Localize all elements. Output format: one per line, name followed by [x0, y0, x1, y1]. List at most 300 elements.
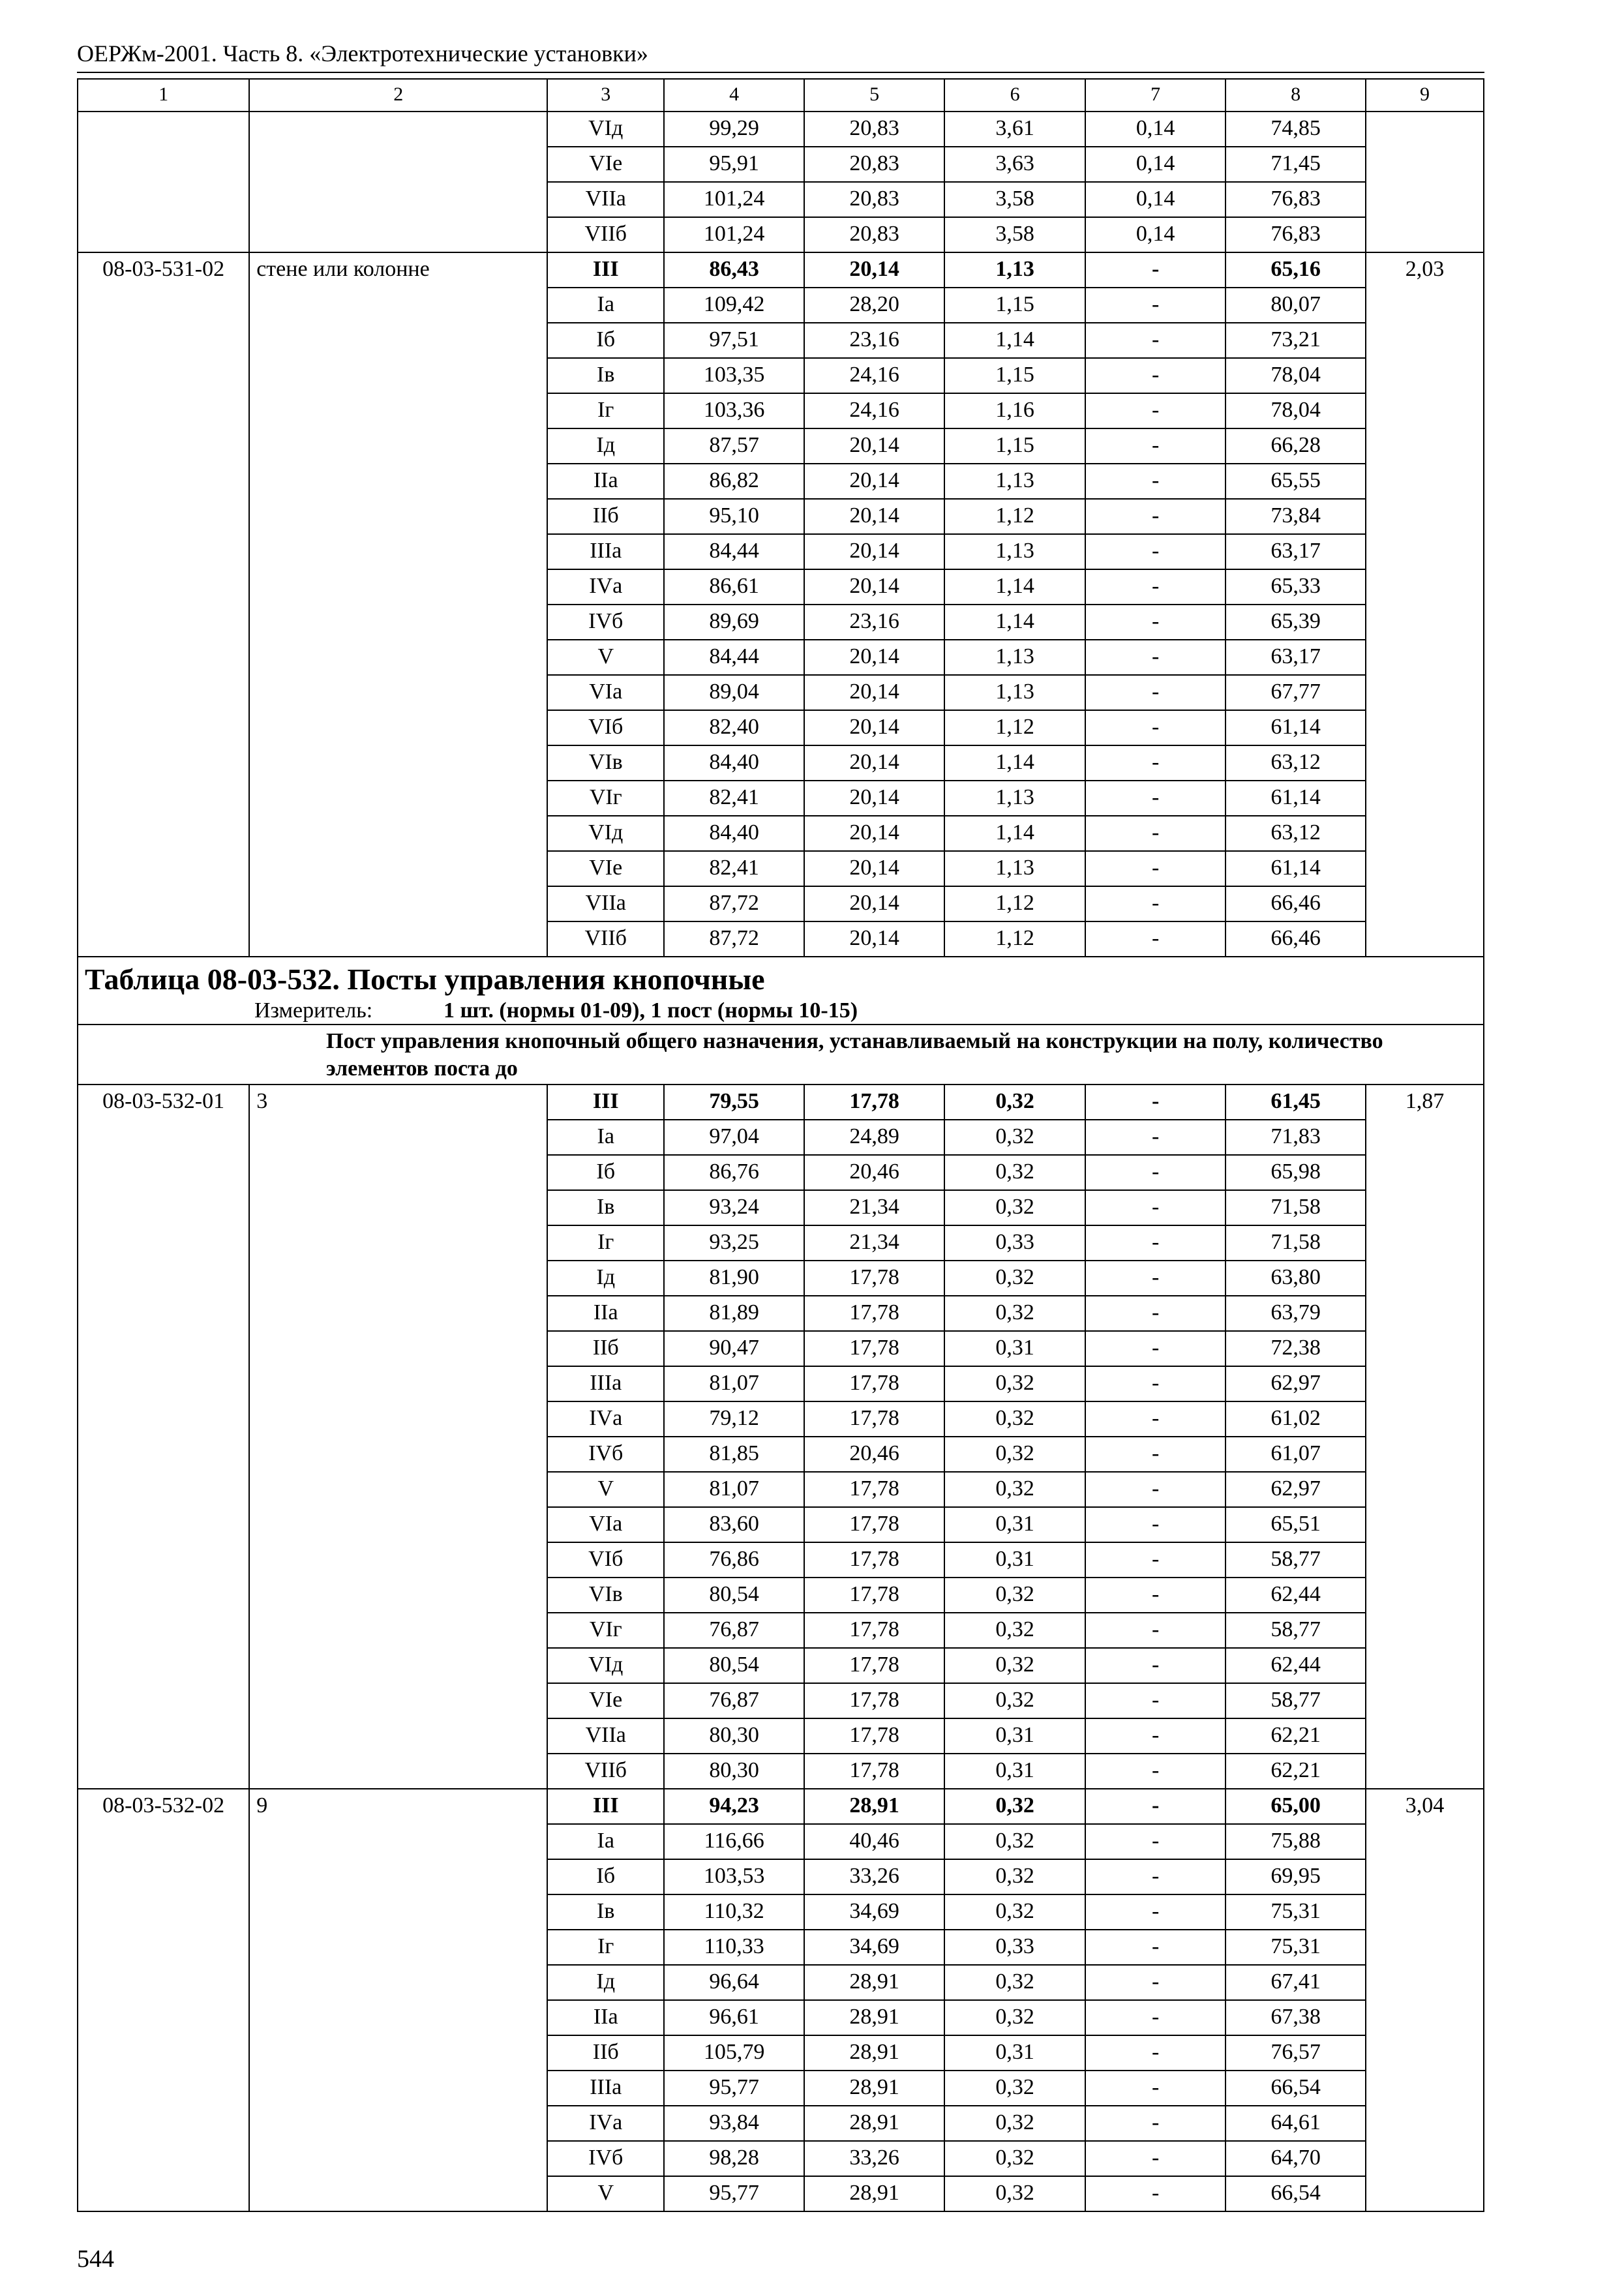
region-zone-cell: III [547, 252, 664, 288]
region-zone-cell: VIг [547, 781, 664, 816]
region-zone-cell: VIе [547, 851, 664, 886]
region-zone-cell: IVа [547, 2106, 664, 2141]
region-zone-cell: IVб [547, 605, 664, 640]
machine-operation-cell: 0,32 [944, 1401, 1085, 1437]
machine-driver-wage-cell: - [1085, 393, 1226, 428]
direct-costs-cell: 84,44 [664, 640, 804, 675]
operator-wage-cell: 28,91 [804, 1789, 944, 1824]
direct-costs-cell: 116,66 [664, 1824, 804, 1859]
column-number: 6 [944, 79, 1085, 112]
materials-cell: 66,54 [1226, 2071, 1366, 2106]
machine-operation-cell: 0,32 [944, 1120, 1085, 1155]
machine-operation-cell: 3,58 [944, 182, 1085, 217]
operator-wage-cell: 17,78 [804, 1401, 944, 1437]
machine-driver-wage-cell: 0,14 [1085, 147, 1226, 182]
direct-costs-cell: 76,87 [664, 1613, 804, 1648]
direct-costs-cell: 95,10 [664, 499, 804, 534]
region-zone-cell: VIд [547, 816, 664, 851]
operator-wage-cell: 28,91 [804, 2106, 944, 2141]
region-zone-cell: IIа [547, 2000, 664, 2035]
operator-wage-cell: 20,14 [804, 781, 944, 816]
materials-cell: 61,02 [1226, 1401, 1366, 1437]
machine-operation-cell: 0,33 [944, 1930, 1085, 1965]
machine-driver-wage-cell: - [1085, 1225, 1226, 1261]
direct-costs-cell: 101,24 [664, 217, 804, 252]
direct-costs-cell: 87,72 [664, 886, 804, 921]
direct-costs-cell: 90,47 [664, 1331, 804, 1366]
operator-wage-cell: 23,16 [804, 323, 944, 358]
machine-operation-cell: 1,14 [944, 816, 1085, 851]
machine-operation-cell: 1,13 [944, 675, 1085, 710]
direct-costs-cell: 97,51 [664, 323, 804, 358]
materials-cell: 65,98 [1226, 1155, 1366, 1190]
materials-cell: 75,31 [1226, 1930, 1366, 1965]
machine-driver-wage-cell: - [1085, 1542, 1226, 1578]
direct-costs-cell: 94,23 [664, 1789, 804, 1824]
machine-driver-wage-cell: - [1085, 288, 1226, 323]
direct-costs-cell: 97,04 [664, 1120, 804, 1155]
direct-costs-cell: 86,82 [664, 464, 804, 499]
materials-cell: 65,39 [1226, 605, 1366, 640]
direct-costs-cell: 82,40 [664, 710, 804, 745]
column-number-row [78, 79, 1484, 112]
machine-driver-wage-cell: - [1085, 1401, 1226, 1437]
region-zone-cell: VIа [547, 675, 664, 710]
column-number: 2 [249, 79, 547, 112]
norm-name: 3 [249, 1085, 547, 1789]
region-zone-cell: VIд [547, 112, 664, 147]
machine-operation-cell: 0,32 [944, 2106, 1085, 2141]
direct-costs-cell: 81,90 [664, 1261, 804, 1296]
region-zone-cell: V [547, 2176, 664, 2211]
region-zone-cell: Iв [547, 1894, 664, 1930]
direct-costs-cell: 95,77 [664, 2071, 804, 2106]
machine-operation-cell: 0,32 [944, 1190, 1085, 1225]
direct-costs-cell: 86,43 [664, 252, 804, 288]
materials-cell: 61,14 [1226, 851, 1366, 886]
machine-driver-wage-cell: - [1085, 1754, 1226, 1789]
machine-driver-wage-cell: 0,14 [1085, 217, 1226, 252]
materials-cell: 66,46 [1226, 921, 1366, 957]
machine-driver-wage-cell: - [1085, 2000, 1226, 2035]
materials-cell: 76,57 [1226, 2035, 1366, 2071]
direct-costs-cell: 80,54 [664, 1578, 804, 1613]
machine-operation-cell: 3,61 [944, 112, 1085, 147]
region-zone-cell: Iг [547, 393, 664, 428]
direct-costs-cell: 98,28 [664, 2141, 804, 2176]
region-zone-cell: Iд [547, 1261, 664, 1296]
operator-wage-cell: 17,78 [804, 1718, 944, 1754]
machine-operation-cell: 0,32 [944, 1859, 1085, 1894]
operator-wage-cell: 20,14 [804, 675, 944, 710]
machine-operation-cell: 0,32 [944, 1894, 1085, 1930]
table-title: Таблица 08-03-532. Посты управления кнопочные [85, 963, 765, 996]
region-zone-cell: IIа [547, 1296, 664, 1331]
machine-driver-wage-cell: - [1085, 1613, 1226, 1648]
region-zone-cell: VIв [547, 745, 664, 781]
materials-cell: 63,17 [1226, 640, 1366, 675]
machine-driver-wage-cell: 0,14 [1085, 182, 1226, 217]
materials-cell: 62,97 [1226, 1472, 1366, 1507]
machine-driver-wage-cell: - [1085, 569, 1226, 605]
labor-coefficient: 2,03 [1366, 252, 1484, 957]
operator-wage-cell: 20,14 [804, 921, 944, 957]
machine-operation-cell: 0,32 [944, 1261, 1085, 1296]
direct-costs-cell: 93,25 [664, 1225, 804, 1261]
machine-operation-cell: 0,31 [944, 1507, 1085, 1542]
machine-driver-wage-cell: - [1085, 358, 1226, 393]
operator-wage-cell: 34,69 [804, 1930, 944, 1965]
operator-wage-cell: 20,14 [804, 816, 944, 851]
materials-cell: 65,55 [1226, 464, 1366, 499]
region-zone-cell: IIб [547, 1331, 664, 1366]
operator-wage-cell: 20,14 [804, 499, 944, 534]
materials-cell: 66,46 [1226, 886, 1366, 921]
machine-operation-cell: 1,12 [944, 886, 1085, 921]
materials-cell: 62,21 [1226, 1718, 1366, 1754]
machine-driver-wage-cell: - [1085, 1366, 1226, 1401]
materials-cell: 67,38 [1226, 2000, 1366, 2035]
norm-code [78, 112, 249, 252]
operator-wage-cell: 20,46 [804, 1437, 944, 1472]
machine-operation-cell: 1,12 [944, 921, 1085, 957]
machine-driver-wage-cell: - [1085, 1683, 1226, 1718]
materials-cell: 65,16 [1226, 252, 1366, 288]
region-zone-cell: VIа [547, 1507, 664, 1542]
direct-costs-cell: 103,53 [664, 1859, 804, 1894]
materials-cell: 71,58 [1226, 1190, 1366, 1225]
operator-wage-cell: 28,91 [804, 2000, 944, 2035]
machine-operation-cell: 0,33 [944, 1225, 1085, 1261]
machine-operation-cell: 0,31 [944, 1754, 1085, 1789]
materials-cell: 63,80 [1226, 1261, 1366, 1296]
direct-costs-cell: 81,89 [664, 1296, 804, 1331]
region-zone-cell: VIIа [547, 1718, 664, 1754]
machine-driver-wage-cell: - [1085, 534, 1226, 569]
machine-operation-cell: 0,31 [944, 2035, 1085, 2071]
materials-cell: 67,41 [1226, 1965, 1366, 2000]
region-zone-cell: IVб [547, 2141, 664, 2176]
region-zone-cell: Iа [547, 1824, 664, 1859]
labor-coefficient: 1,87 [1366, 1085, 1484, 1789]
operator-wage-cell: 17,78 [804, 1683, 944, 1718]
materials-cell: 80,07 [1226, 288, 1366, 323]
table-row [78, 252, 1484, 288]
machine-operation-cell: 0,31 [944, 1331, 1085, 1366]
machine-driver-wage-cell: - [1085, 2141, 1226, 2176]
machine-operation-cell: 1,14 [944, 605, 1085, 640]
machine-operation-cell: 1,13 [944, 464, 1085, 499]
materials-cell: 62,97 [1226, 1366, 1366, 1401]
norm-code: 08-03-532-02 [78, 1789, 249, 2211]
machine-operation-cell: 1,14 [944, 323, 1085, 358]
machine-driver-wage-cell: - [1085, 1437, 1226, 1472]
region-zone-cell: Iг [547, 1930, 664, 1965]
direct-costs-cell: 101,24 [664, 182, 804, 217]
machine-operation-cell: 0,32 [944, 1683, 1085, 1718]
region-zone-cell: Iд [547, 1965, 664, 2000]
region-zone-cell: VIIа [547, 182, 664, 217]
machine-operation-cell: 0,32 [944, 2000, 1085, 2035]
machine-operation-cell: 0,32 [944, 1155, 1085, 1190]
machine-operation-cell: 1,15 [944, 358, 1085, 393]
materials-cell: 61,14 [1226, 710, 1366, 745]
operator-wage-cell: 20,83 [804, 147, 944, 182]
machine-driver-wage-cell: - [1085, 1930, 1226, 1965]
direct-costs-cell: 84,40 [664, 816, 804, 851]
direct-costs-cell: 87,57 [664, 428, 804, 464]
column-number: 9 [1366, 79, 1484, 112]
operator-wage-cell: 24,16 [804, 358, 944, 393]
machine-driver-wage-cell: - [1085, 1190, 1226, 1225]
region-zone-cell: VIг [547, 1613, 664, 1648]
operator-wage-cell: 20,14 [804, 745, 944, 781]
materials-cell: 65,33 [1226, 569, 1366, 605]
region-zone-cell: Iб [547, 323, 664, 358]
machine-operation-cell: 0,32 [944, 1789, 1085, 1824]
direct-costs-cell: 95,77 [664, 2176, 804, 2211]
direct-costs-cell: 99,29 [664, 112, 804, 147]
machine-driver-wage-cell: - [1085, 605, 1226, 640]
operator-wage-cell: 20,83 [804, 217, 944, 252]
materials-cell: 58,77 [1226, 1683, 1366, 1718]
direct-costs-cell: 81,85 [664, 1437, 804, 1472]
direct-costs-cell: 86,76 [664, 1155, 804, 1190]
operator-wage-cell: 20,14 [804, 710, 944, 745]
region-zone-cell: Iб [547, 1155, 664, 1190]
norm-name: 9 [249, 1789, 547, 2211]
materials-cell: 73,84 [1226, 499, 1366, 534]
region-zone-cell: Iв [547, 358, 664, 393]
column-number: 3 [547, 79, 664, 112]
machine-driver-wage-cell: - [1085, 464, 1226, 499]
operator-wage-cell: 17,78 [804, 1648, 944, 1683]
page-number: 544 [77, 2245, 114, 2273]
materials-cell: 58,77 [1226, 1613, 1366, 1648]
direct-costs-cell: 84,44 [664, 534, 804, 569]
operator-wage-cell: 24,16 [804, 393, 944, 428]
direct-costs-cell: 103,36 [664, 393, 804, 428]
materials-cell: 62,44 [1226, 1578, 1366, 1613]
region-zone-cell: IIIа [547, 2071, 664, 2106]
region-zone-cell: VIе [547, 147, 664, 182]
machine-operation-cell: 0,32 [944, 2141, 1085, 2176]
operator-wage-cell: 23,16 [804, 605, 944, 640]
direct-costs-cell: 93,24 [664, 1190, 804, 1225]
operator-wage-cell: 33,26 [804, 2141, 944, 2176]
operator-wage-cell: 17,78 [804, 1542, 944, 1578]
machine-driver-wage-cell: - [1085, 1296, 1226, 1331]
operator-wage-cell: 21,34 [804, 1190, 944, 1225]
machine-operation-cell: 1,12 [944, 710, 1085, 745]
materials-cell: 67,77 [1226, 675, 1366, 710]
machine-operation-cell: 0,32 [944, 1472, 1085, 1507]
machine-operation-cell: 0,31 [944, 1542, 1085, 1578]
machine-driver-wage-cell: - [1085, 2176, 1226, 2211]
operator-wage-cell: 17,78 [804, 1578, 944, 1613]
operator-wage-cell: 20,14 [804, 464, 944, 499]
direct-costs-cell: 83,60 [664, 1507, 804, 1542]
machine-operation-cell: 0,32 [944, 1824, 1085, 1859]
direct-costs-cell: 96,61 [664, 2000, 804, 2035]
machine-operation-cell: 0,32 [944, 1296, 1085, 1331]
region-zone-cell: Iв [547, 1190, 664, 1225]
column-number: 1 [78, 79, 249, 112]
region-zone-cell: VIд [547, 1648, 664, 1683]
machine-driver-wage-cell: - [1085, 710, 1226, 745]
region-zone-cell: VIв [547, 1578, 664, 1613]
region-zone-cell: III [547, 1789, 664, 1824]
direct-costs-cell: 96,64 [664, 1965, 804, 2000]
direct-costs-cell: 103,35 [664, 358, 804, 393]
measure-line [85, 998, 1477, 1024]
direct-costs-cell: 110,32 [664, 1894, 804, 1930]
operator-wage-cell: 20,14 [804, 851, 944, 886]
machine-driver-wage-cell: - [1085, 886, 1226, 921]
operator-wage-cell: 17,78 [804, 1472, 944, 1507]
machine-driver-wage-cell: - [1085, 323, 1226, 358]
direct-costs-cell: 95,91 [664, 147, 804, 182]
machine-driver-wage-cell: - [1085, 2035, 1226, 2071]
region-zone-cell: IIIа [547, 1366, 664, 1401]
operator-wage-cell: 17,78 [804, 1613, 944, 1648]
materials-cell: 71,45 [1226, 147, 1366, 182]
materials-cell: 76,83 [1226, 182, 1366, 217]
machine-operation-cell: 1,13 [944, 851, 1085, 886]
direct-costs-cell: 80,54 [664, 1648, 804, 1683]
machine-driver-wage-cell: - [1085, 1331, 1226, 1366]
materials-cell: 65,00 [1226, 1789, 1366, 1824]
region-zone-cell: VIIб [547, 921, 664, 957]
direct-costs-cell: 105,79 [664, 2035, 804, 2071]
machine-driver-wage-cell: - [1085, 1155, 1226, 1190]
region-zone-cell: Iд [547, 428, 664, 464]
table-title-row [78, 957, 1484, 1025]
direct-costs-cell: 110,33 [664, 1930, 804, 1965]
operator-wage-cell: 24,89 [804, 1120, 944, 1155]
operator-wage-cell: 20,14 [804, 252, 944, 288]
region-zone-cell: VIIб [547, 217, 664, 252]
machine-operation-cell: 1,13 [944, 252, 1085, 288]
materials-cell: 61,07 [1226, 1437, 1366, 1472]
materials-cell: 61,14 [1226, 781, 1366, 816]
operator-wage-cell: 17,78 [804, 1296, 944, 1331]
region-zone-cell: V [547, 1472, 664, 1507]
machine-operation-cell: 0,32 [944, 1437, 1085, 1472]
operator-wage-cell: 28,20 [804, 288, 944, 323]
measure-label: Измеритель: [254, 998, 373, 1023]
machine-operation-cell: 0,32 [944, 1366, 1085, 1401]
table-row [78, 1085, 1484, 1120]
direct-costs-cell: 82,41 [664, 781, 804, 816]
operator-wage-cell: 20,14 [804, 569, 944, 605]
machine-driver-wage-cell: - [1085, 851, 1226, 886]
machine-driver-wage-cell: - [1085, 1085, 1226, 1120]
operator-wage-cell: 33,26 [804, 1859, 944, 1894]
materials-cell: 76,83 [1226, 217, 1366, 252]
column-number: 4 [664, 79, 804, 112]
operator-wage-cell: 20,14 [804, 534, 944, 569]
materials-cell: 75,88 [1226, 1824, 1366, 1859]
operator-wage-cell: 17,78 [804, 1366, 944, 1401]
machine-driver-wage-cell: - [1085, 2071, 1226, 2106]
operator-wage-cell: 20,46 [804, 1155, 944, 1190]
materials-cell: 64,70 [1226, 2141, 1366, 2176]
region-zone-cell: III [547, 1085, 664, 1120]
region-zone-cell: VIб [547, 1542, 664, 1578]
materials-cell: 64,61 [1226, 2106, 1366, 2141]
operator-wage-cell: 28,91 [804, 1965, 944, 2000]
machine-driver-wage-cell: - [1085, 640, 1226, 675]
materials-cell: 73,21 [1226, 323, 1366, 358]
machine-driver-wage-cell: - [1085, 1789, 1226, 1824]
materials-cell: 63,17 [1226, 534, 1366, 569]
region-zone-cell: IVа [547, 569, 664, 605]
materials-cell: 69,95 [1226, 1859, 1366, 1894]
labor-coefficient [1366, 112, 1484, 252]
region-zone-cell: VIIб [547, 1754, 664, 1789]
machine-operation-cell: 1,14 [944, 745, 1085, 781]
machine-operation-cell: 1,15 [944, 428, 1085, 464]
machine-driver-wage-cell: - [1085, 1648, 1226, 1683]
operator-wage-cell: 17,78 [804, 1261, 944, 1296]
machine-driver-wage-cell: - [1085, 1965, 1226, 2000]
work-description: Пост управления кнопочный общего назначения, устанавливаемый на конструкции на полу, количество элементов поста до [78, 1025, 1484, 1085]
direct-costs-cell: 80,30 [664, 1718, 804, 1754]
machine-operation-cell: 0,32 [944, 1965, 1085, 2000]
direct-costs-cell: 87,72 [664, 921, 804, 957]
measure-value: 1 шт. (нормы 01-09), 1 пост (нормы 10-15) [444, 998, 858, 1023]
machine-driver-wage-cell: - [1085, 1718, 1226, 1754]
machine-operation-cell: 0,32 [944, 2071, 1085, 2106]
direct-costs-cell: 79,55 [664, 1085, 804, 1120]
direct-costs-cell: 89,04 [664, 675, 804, 710]
machine-driver-wage-cell: - [1085, 252, 1226, 288]
machine-operation-cell: 0,32 [944, 1085, 1085, 1120]
region-zone-cell: VIIа [547, 886, 664, 921]
table-row [78, 112, 1484, 147]
region-zone-cell: IIа [547, 464, 664, 499]
direct-costs-cell: 82,41 [664, 851, 804, 886]
column-number: 5 [804, 79, 944, 112]
region-zone-cell: IIб [547, 499, 664, 534]
norm-name: стене или колонне [249, 252, 547, 957]
direct-costs-cell: 80,30 [664, 1754, 804, 1789]
machine-driver-wage-cell: - [1085, 1859, 1226, 1894]
materials-cell: 66,28 [1226, 428, 1366, 464]
direct-costs-cell: 109,42 [664, 288, 804, 323]
direct-costs-cell: 93,84 [664, 2106, 804, 2141]
materials-cell: 66,54 [1226, 2176, 1366, 2211]
machine-driver-wage-cell: - [1085, 499, 1226, 534]
region-zone-cell: IVа [547, 1401, 664, 1437]
norm-code: 08-03-531-02 [78, 252, 249, 957]
materials-cell: 71,83 [1226, 1120, 1366, 1155]
region-zone-cell: IIIа [547, 534, 664, 569]
operator-wage-cell: 20,83 [804, 182, 944, 217]
machine-driver-wage-cell: - [1085, 1261, 1226, 1296]
machine-operation-cell: 0,31 [944, 1718, 1085, 1754]
operator-wage-cell: 20,14 [804, 640, 944, 675]
machine-operation-cell: 1,16 [944, 393, 1085, 428]
materials-cell: 78,04 [1226, 393, 1366, 428]
region-zone-cell: Iг [547, 1225, 664, 1261]
materials-cell: 61,45 [1226, 1085, 1366, 1120]
machine-operation-cell: 0,32 [944, 1648, 1085, 1683]
direct-costs-cell: 84,40 [664, 745, 804, 781]
materials-cell: 78,04 [1226, 358, 1366, 393]
machine-operation-cell: 0,32 [944, 1613, 1085, 1648]
